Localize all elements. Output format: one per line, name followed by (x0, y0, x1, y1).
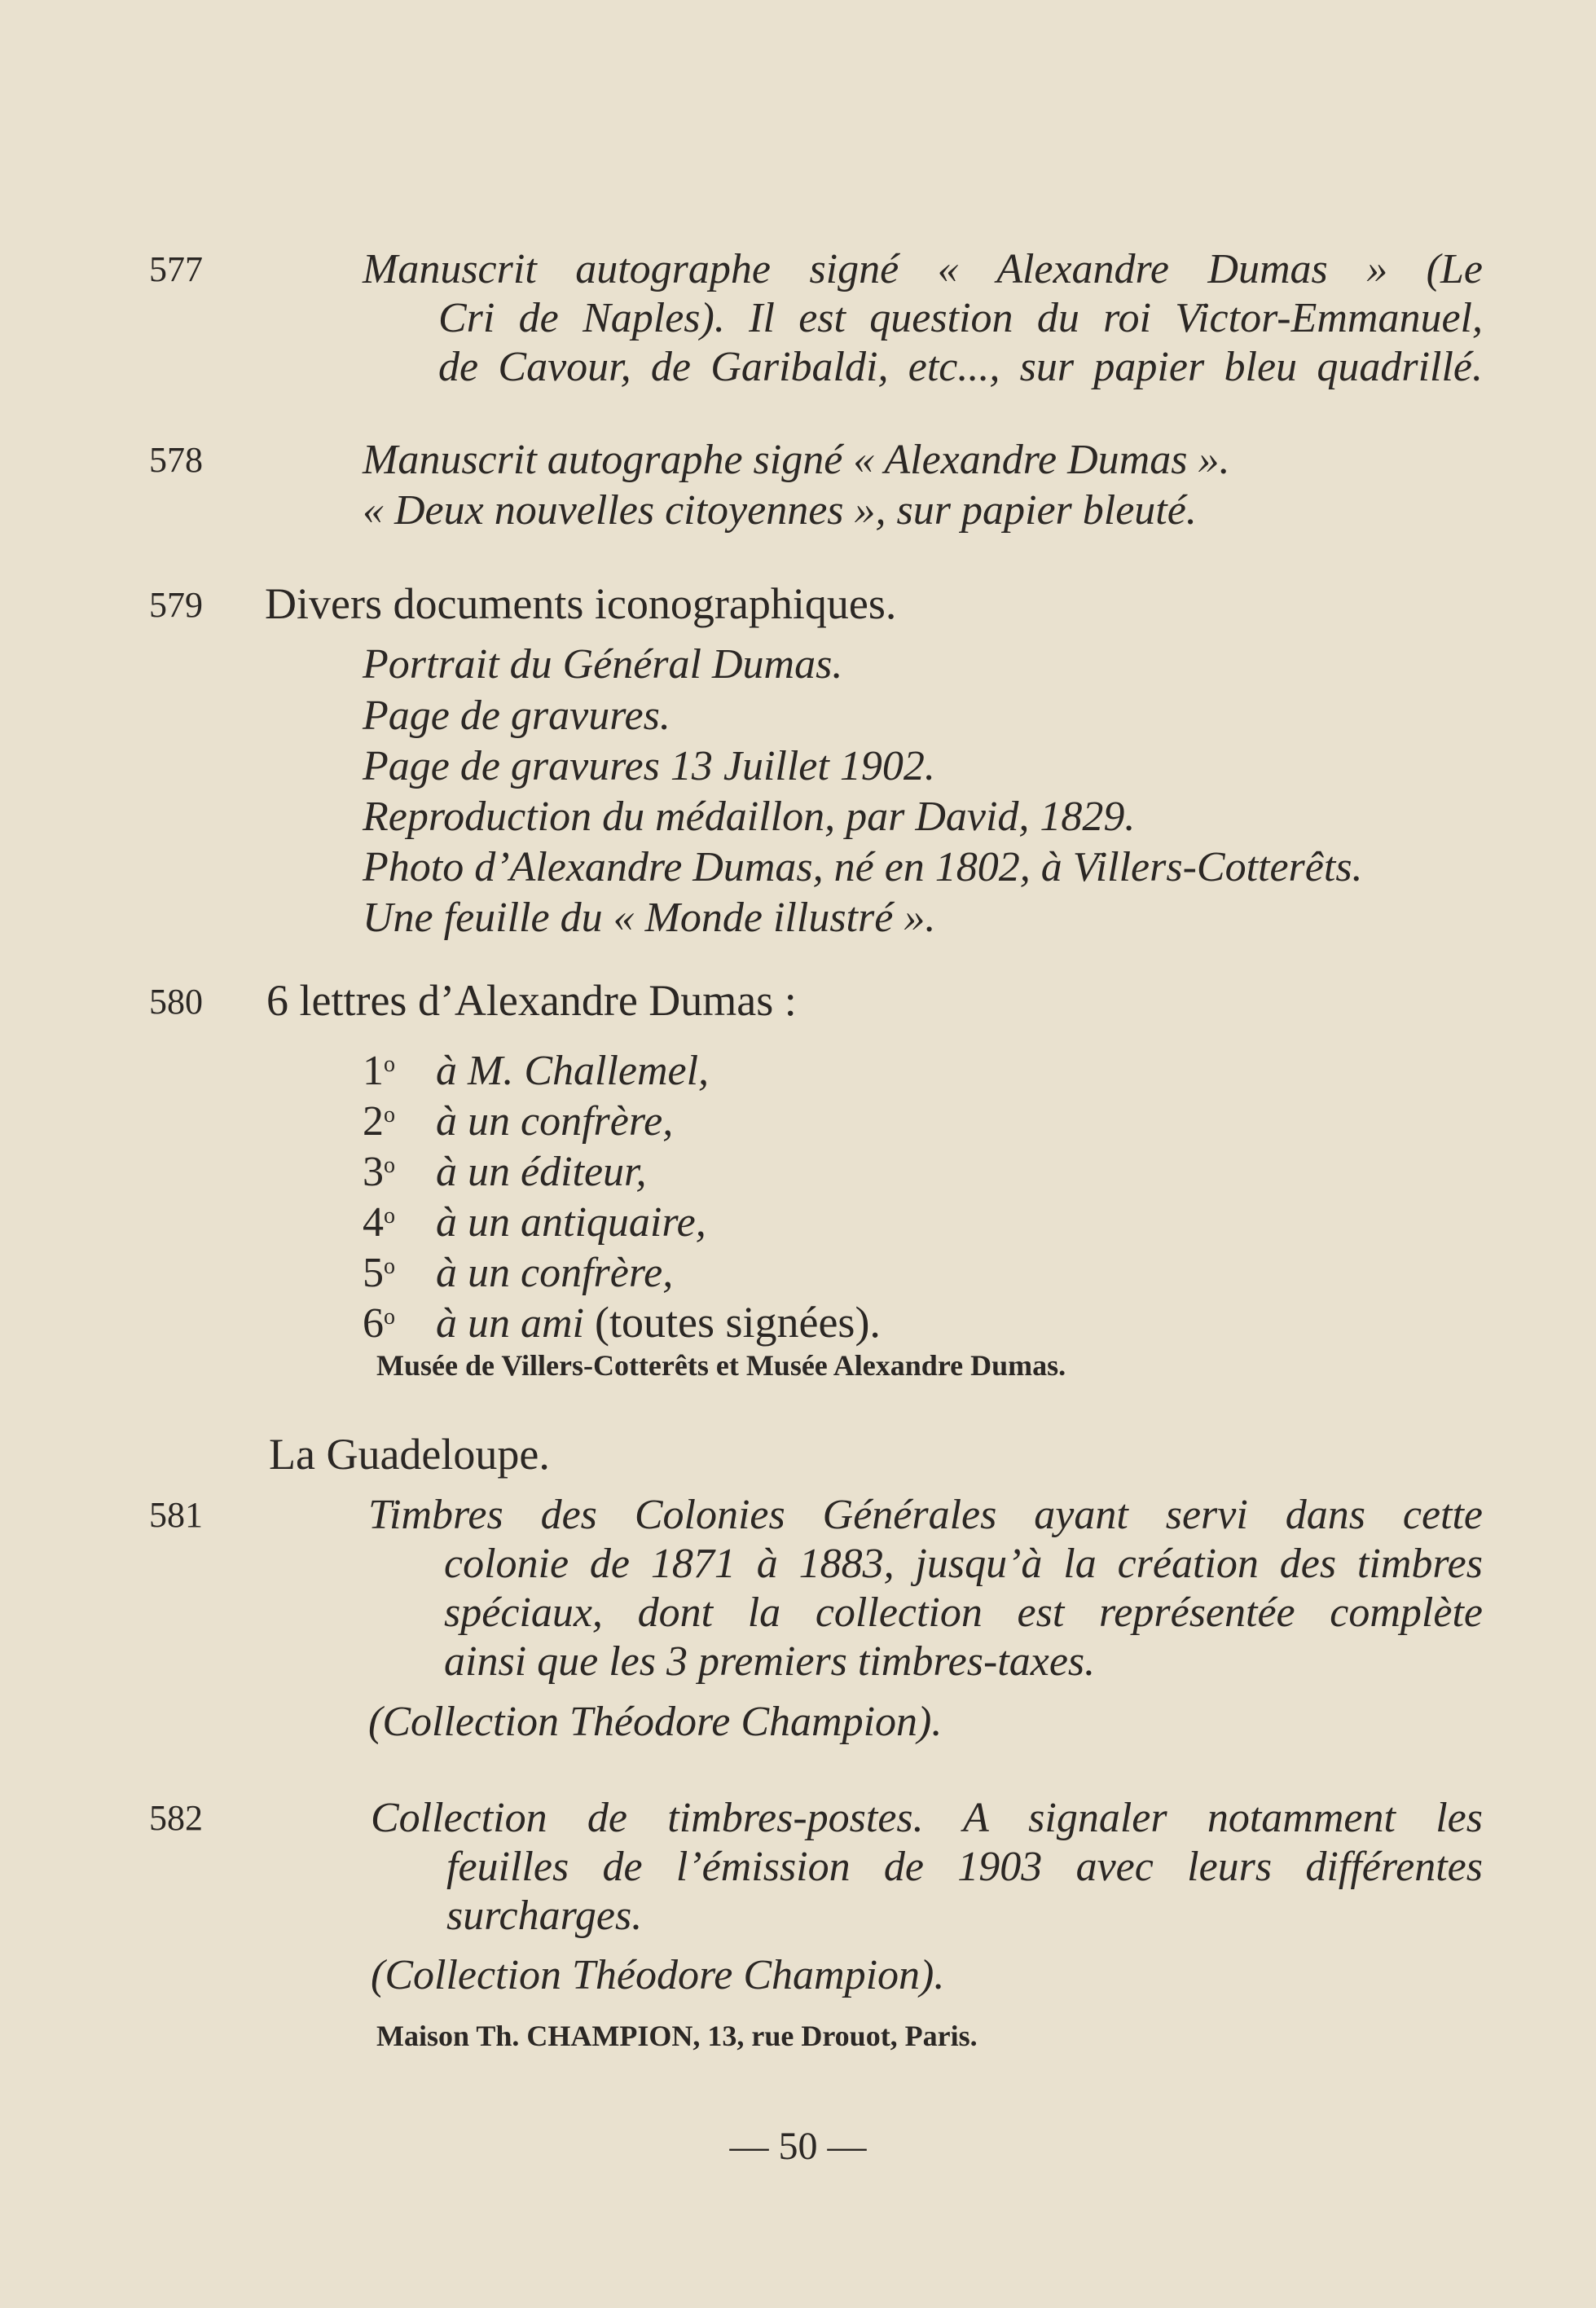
entry-582-description (371, 1794, 1483, 1941)
page-number: — 50 — (729, 2125, 867, 2168)
entry-579-item-1: Portrait du Général Dumas. (363, 641, 843, 688)
letters-suffix: (toutes signées). (595, 1298, 881, 1347)
entry-579-item-2: Page de gravures. (363, 692, 670, 739)
entry-582-line-3: surcharges. (446, 1893, 643, 1939)
entry-578-line-2: « Deux nouvelles citoyennes », sur papier bleuté. (363, 487, 1197, 534)
entry-578-line-1: Manuscrit autographe signé « Alexandre Dumas ». (363, 437, 1230, 483)
letter-5: 5$^o$ à un confrère, (363, 1250, 674, 1296)
entry-581-line-1: Timbres des Colonies Générales ayant servi dans cette (368, 1492, 1483, 1538)
entry-number-582: 582 (149, 1798, 203, 1838)
entry-582-lender: Maison Th. CHAMPION, 13, rue Drouot, Paris. (376, 2020, 978, 2052)
entry-581-line-2: colonie de 1871 à 1883, jusqu’à la création des timbres (444, 1541, 1483, 1587)
entry-580-lender: Musée de Villers-Cotterêts et Musée Alexandre Dumas. (376, 1349, 1066, 1382)
letter-1: 1$^o$ à M. Challemel, (363, 1048, 710, 1094)
entry-number-581: 581 (149, 1495, 203, 1535)
entry-581-description (368, 1491, 1483, 1686)
entry-580-title: 6 lettres d’Alexandre Dumas : (266, 976, 797, 1025)
entry-577-line-1: Manuscrit autographe signé « Alexandre Dumas » (Le (363, 246, 1483, 292)
entry-582-collection: (Collection Théodore Champion). (371, 1952, 945, 1998)
entry-579-item-4: Reproduction du médaillon, par David, 1829. (363, 794, 1136, 840)
entry-579-item-5: Photo d’Alexandre Dumas, né en 1802, à Villers-Cotterêts. (363, 844, 1363, 890)
entry-582-line-1: Collection de timbres-postes. A signaler notamment les (371, 1795, 1483, 1841)
letter-3: 3$^o$ à un éditeur, (363, 1149, 647, 1195)
entry-579-title: Divers documents iconographiques. (265, 579, 897, 628)
entry-577-description (363, 245, 1483, 392)
section-heading: La Guadeloupe. (269, 1430, 550, 1479)
entry-581-line-4: ainsi que les 3 premiers timbres-taxes. (444, 1638, 1096, 1685)
entry-577-line-2: Cri de Naples). Il est question du roi Victor-Emmanuel, (438, 295, 1483, 341)
entry-579-item-3: Page de gravures 13 Juillet 1902. (363, 743, 935, 789)
entry-number-577: 577 (149, 249, 203, 289)
entry-582-line-2: feuilles de l’émission de 1903 avec leurs différentes (446, 1844, 1483, 1890)
entry-577-line-3: de Cavour, de Garibaldi, etc..., sur papier bleu quadrillé. (438, 344, 1483, 390)
entry-number-580: 580 (149, 982, 203, 1022)
entry-581-line-3: spéciaux, dont la collection est représentée complète (444, 1589, 1483, 1636)
entry-581-collection: (Collection Théodore Champion). (368, 1699, 943, 1745)
letter-4: 4$^o$ à un antiquaire, (363, 1199, 706, 1246)
entry-number-579: 579 (149, 585, 203, 625)
letter-6: 6$^o$ à un ami (toutes signées). (363, 1298, 881, 1347)
letter-2: 2$^o$ à un confrère, (363, 1098, 674, 1145)
entry-579-item-6: Une feuille du « Monde illustré ». (363, 895, 936, 941)
entry-number-578: 578 (149, 440, 203, 480)
